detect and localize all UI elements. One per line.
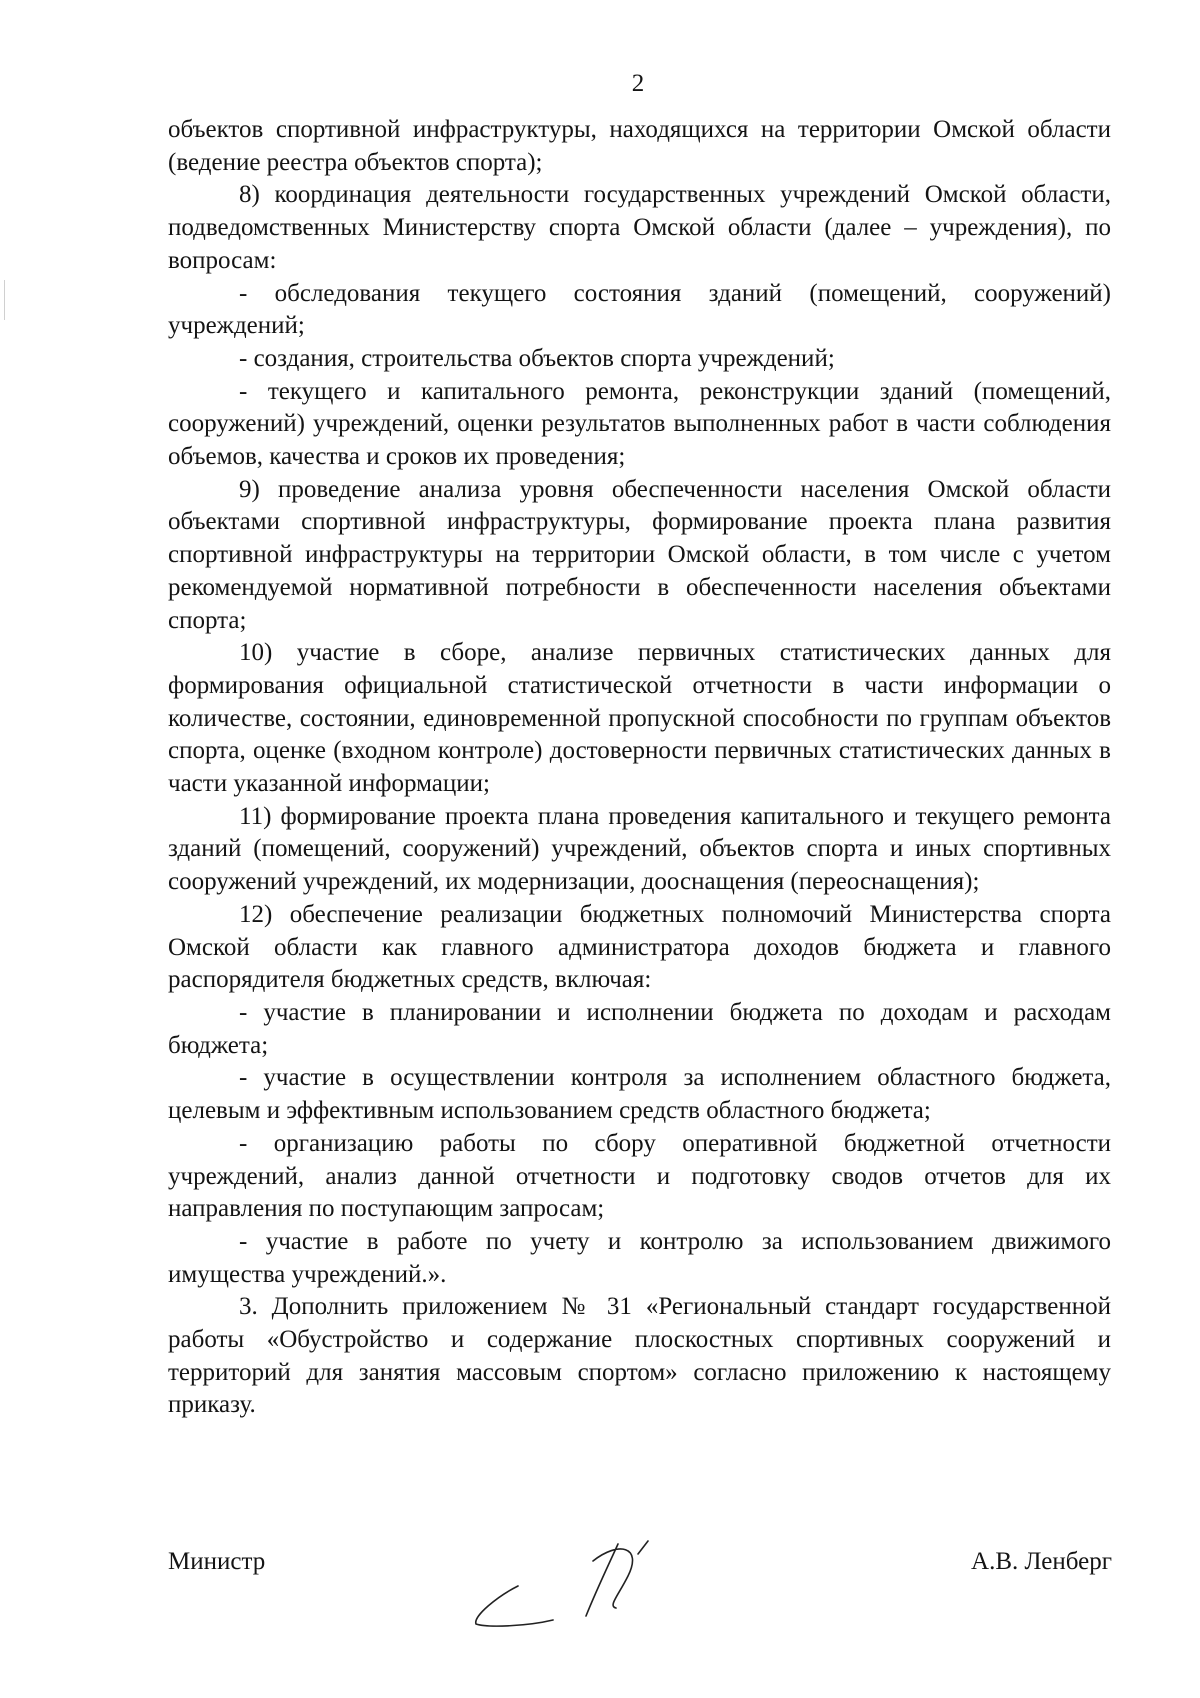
- paragraph-item-3: 3. Дополнить приложением № 31 «Региональный стандарт государственной работы «Обустройство и содержание плоскостных спортивных сооружений и территорий для занятия массовым спортом» согласно приложению к настоящему приказу.: [168, 1293, 1111, 1419]
- paragraph-subitem: - создания, строительства объектов спорта учреждений;: [239, 344, 835, 372]
- paragraph-subitem: - участие в работе по учету и контролю за использованием движимого имущества учреждений.».: [168, 1227, 1111, 1288]
- paragraph-subitem: - текущего и капитального ремонта, реконструкции зданий (помещений, сооружений) учреждений, оценки результатов выполненных работ в части соблюдения объемов, качества и сроков их проведения;: [168, 377, 1111, 471]
- document-body: [168, 114, 1111, 1422]
- paragraph-item-10: 10) участие в сборе, анализе первичных статистических данных для формирования официальной статистической отчетности в части информации о количестве, состоянии, единовременной пропускной способности по группам объектов спорта, оценке (входном контроле) достоверности первичных статистических данных в части указанной информации;: [168, 639, 1111, 798]
- page-number: 2: [631, 70, 645, 97]
- paragraph-item-9: 9) проведение анализа уровня обеспеченности населения Омской области объектами спортивной инфраструктуры, формирование проекта плана развития спортивной инфраструктуры на территории Омской области, в том числе с учетом рекомендуемой нормативной потребности в обеспеченности населения объектами спорта;: [168, 475, 1111, 634]
- signatory-title: Министр: [168, 1548, 266, 1575]
- paragraph-subitem: - участие в планировании и исполнении бюджета по доходам и расходам бюджета;: [168, 998, 1111, 1059]
- paragraph-item-8: 8) координация деятельности государственных учреждений Омской области, подведомственных Министерству спорта Омской области (далее – учреждения), по вопросам:: [168, 181, 1111, 274]
- paragraph: объектов спортивной инфраструктуры, находящихся на территории Омской области (ведение реестра объектов спорта);: [168, 116, 1111, 176]
- signatory-name: А.В. Ленберг: [971, 1548, 1112, 1575]
- handwritten-signature-icon: [468, 1536, 698, 1636]
- paragraph-subitem: - обследования текущего состояния зданий (помещений, сооружений) учреждений;: [168, 279, 1111, 340]
- scan-edge-mark: [4, 280, 5, 320]
- paragraph-item-11: 11) формирование проекта плана проведения капитального и текущего ремонта зданий (помещений, сооружений) учреждений, объектов спорта и иных спортивных сооружений учреждений, их модернизации, дооснащения (переоснащения);: [168, 802, 1111, 896]
- paragraph-subitem: - участие в осуществлении контроля за исполнением областного бюджета, целевым и эффективным использованием средств областного бюджета;: [168, 1064, 1111, 1125]
- paragraph-item-12: 12) обеспечение реализации бюджетных полномочий Министерства спорта Омской области как главного администратора доходов бюджета и главного распорядителя бюджетных средств, включая:: [168, 900, 1111, 994]
- paragraph-subitem: - организацию работы по сбору оперативной бюджетной отчетности учреждений, анализ данной отчетности и подготовку сводов отчетов для их направления по поступающим запросам;: [168, 1129, 1111, 1223]
